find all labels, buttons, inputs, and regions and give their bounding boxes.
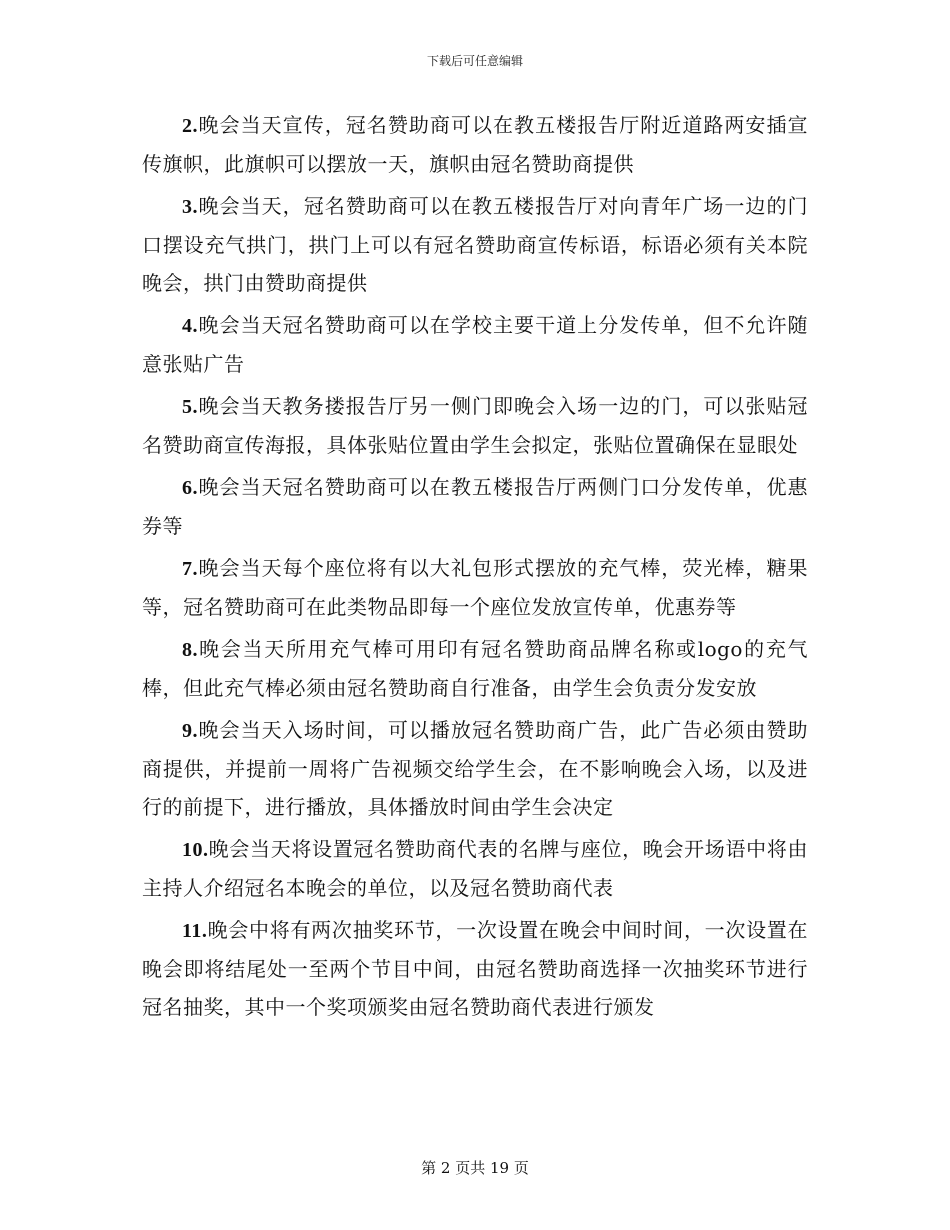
paragraph-item (142, 549, 808, 626)
paragraph-item (142, 387, 808, 464)
item-number: 2. (182, 115, 198, 137)
paragraph-item (142, 911, 808, 1026)
page-header: 下载后可任意编辑 (426, 54, 523, 68)
item-number: 3. (182, 196, 198, 218)
item-text: 晚会当天每个座位将有以大礼包形式摆放的充气棒，荧光棒，糖果等，冠名赞助商可在此类物品即每一个座位发放宣传单，优惠券等 (142, 556, 808, 619)
item-number: 5. (182, 396, 198, 418)
item-text: 晚会当天所用充气棒可用印有冠名赞助商品牌名称或logo的充气棒，但此充气棒必须由冠名赞助商自行准备，由学生会负责分发安放 (142, 637, 808, 700)
item-text: 晚会当天入场时间，可以播放冠名赞助商广告，此广告必须由赞助商提供，并提前一周将广告视频交给学生会，在不影响晚会入场，以及进行的前提下，进行播放，具体播放时间由学生会决定 (142, 718, 808, 819)
paragraph-item (142, 468, 808, 545)
item-text: 晚会中将有两次抽奖环节，一次设置在晚会中间时间，一次设置在晚会即将结尾处一至两个节目中间，由冠名赞助商选择一次抽奖环节进行冠名抽奖，其中一个奖项颁奖由冠名赞助商代表进行颁发 (142, 918, 808, 1019)
paragraph-item (142, 830, 808, 907)
paragraph-item (142, 711, 808, 826)
item-number: 7. (182, 558, 198, 580)
paragraph-item (142, 306, 808, 383)
item-text: 晚会当天冠名赞助商可以在教五楼报告厅两侧门口分发传单，优惠券等 (142, 475, 808, 538)
item-text: 晚会当天教务搂报告厅另一侧门即晚会入场一边的门，可以张贴冠名赞助商宣传海报，具体张贴位置由学生会拟定，张贴位置确保在显眼处 (142, 394, 808, 457)
item-number: 11. (182, 920, 208, 942)
document-body (142, 106, 808, 1030)
item-number: 6. (182, 477, 198, 499)
item-number: 8. (182, 639, 198, 661)
item-number: 10. (182, 839, 209, 861)
item-text: 晚会当天，冠名赞助商可以在教五楼报告厅对向青年广场一边的门口摆设充气拱门，拱门上可以有冠名赞助商宣传标语，标语必须有关本院晚会，拱门由赞助商提供 (142, 194, 808, 295)
item-text: 晚会当天将设置冠名赞助商代表的名牌与座位，晚会开场语中将由主持人介绍冠名本晚会的单位，以及冠名赞助商代表 (142, 837, 808, 900)
paragraph-item (142, 630, 808, 707)
paragraph-item (142, 187, 808, 302)
page-footer: 第 2 页共 19 页 (421, 1159, 529, 1177)
item-text: 晚会当天宣传，冠名赞助商可以在教五楼报告厅附近道路两安插宣传旗帜，此旗帜可以摆放一天，旗帜由冠名赞助商提供 (142, 113, 808, 176)
item-text: 晚会当天冠名赞助商可以在学校主要干道上分发传单，但不允许随意张贴广告 (142, 313, 808, 376)
paragraph-item (142, 106, 808, 183)
item-number: 9. (182, 720, 198, 742)
item-number: 4. (182, 315, 198, 337)
